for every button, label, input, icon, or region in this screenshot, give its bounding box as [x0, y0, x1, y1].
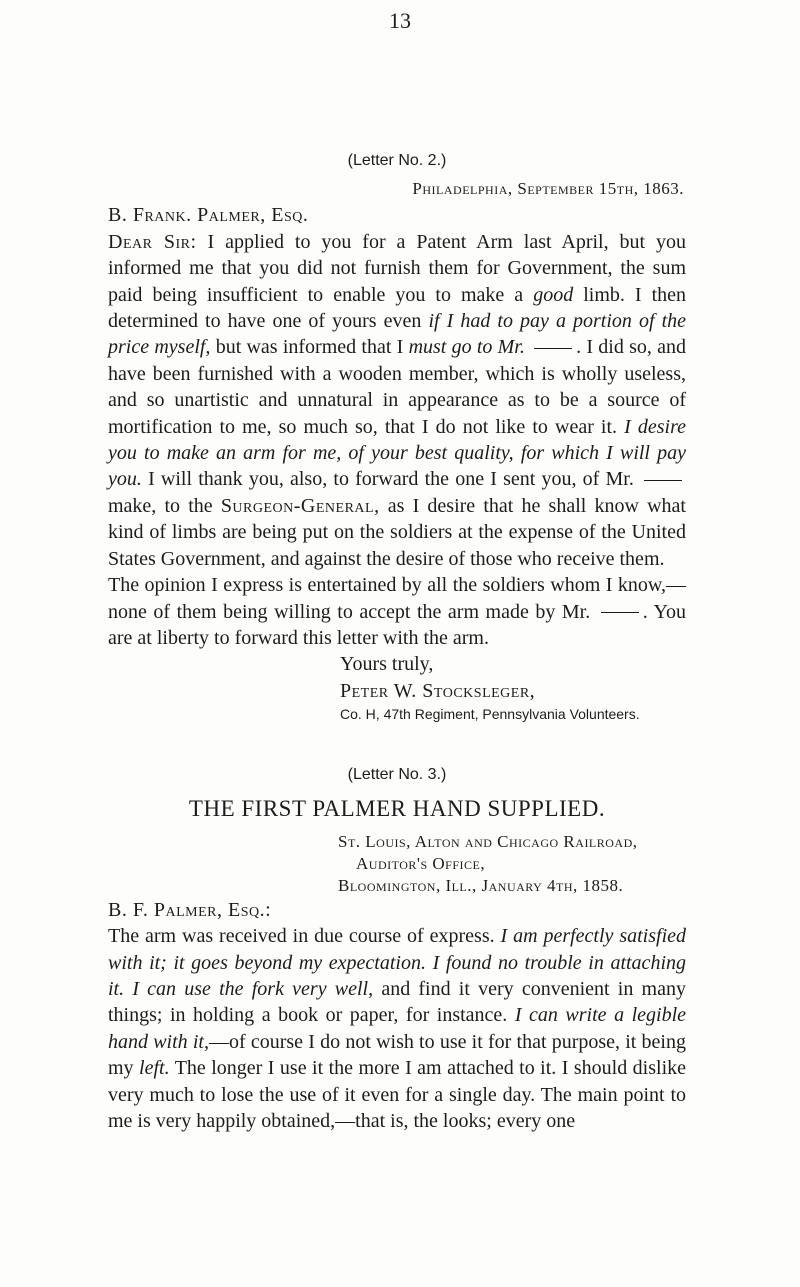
letter-3	[108, 762, 686, 1134]
letter-2-paragraph-1: Dear Sir: I applied to you for a Patent Arm last April, but you informed me that you did not furnish them for Government, the sum paid being insufficient to enable you to make a good limb. I then determined to have one of yours even if I had to pay a portion of the price myself, but was informed that I must go to Mr. . I did so, and have been furnished with a wooden member, which is wholly useless, and so unartistic and unnatural in appearance as to be a source of mortification to me, so much so, that I do not like to wear it. I desire you to make an arm for me, of your best quality, for which I will pay you. I will thank you, also, to forward the one I sent you, of Mr. make, to the Surgeon-General, as I desire that he shall know what kind of limbs are being put on the soldiers at the expense of the United States Government, and against the desire of those who receive them.	[108, 230, 687, 570]
letter-3-headline: THE FIRST PALMER HAND SUPPLIED.	[188, 796, 606, 822]
letter-2-addressee: B. Frank. Palmer, Esq.	[108, 204, 309, 227]
letter-3-dateline: St. Louis, Alton and Chicago Railroad, Auditor's Office, Bloomington, Ill., January 4th, 1858.	[338, 831, 638, 895]
name-omission-dash	[644, 480, 682, 481]
page-number: 13	[389, 8, 411, 33]
letter-2-closing: Yours truly,	[340, 653, 434, 676]
name-omission-dash	[534, 348, 572, 349]
letter-2-dateline: Philadelphia, September 15th, 1863.	[412, 179, 684, 199]
letter-2-signature: Peter W. Stocksleger,	[340, 679, 536, 702]
letter-2-unit: Co. H, 47th Regiment, Pennsylvania Volunteers.	[340, 706, 640, 723]
letter-2-salutation: Dear Sir:	[108, 230, 197, 253]
letter-2-paragraph-2: The opinion I express is entertained by all the soldiers whom I know,—none of them being willing to accept the arm made by Mr. . You are at liberty to forward this letter with the arm.	[108, 574, 686, 649]
letter-3-heading: (Letter No. 3.)	[347, 766, 447, 783]
letter-3-paragraph-1: The arm was received in due course of express. I am perfectly satisfied with it; it goes beyond my expectation. I found no trouble in attaching it. I can use the fork very well, and find it very convenient in many things; in holding a book or paper, for instance. I can write a legible hand with it,—of course I do not wish to use it for that purpose, it being my left. The longer I use it the more I am attached to it. I should dislike very much to lose the use of it even for a single day. The main point to me is very happily obtained,—that is, the looks; every one	[108, 925, 687, 1133]
letter-2-heading: (Letter No. 2.)	[347, 152, 447, 169]
letter-2	[108, 148, 686, 724]
name-omission-dash	[601, 612, 639, 613]
letter-3-addressee: B. F. Palmer, Esq.:	[108, 898, 272, 921]
